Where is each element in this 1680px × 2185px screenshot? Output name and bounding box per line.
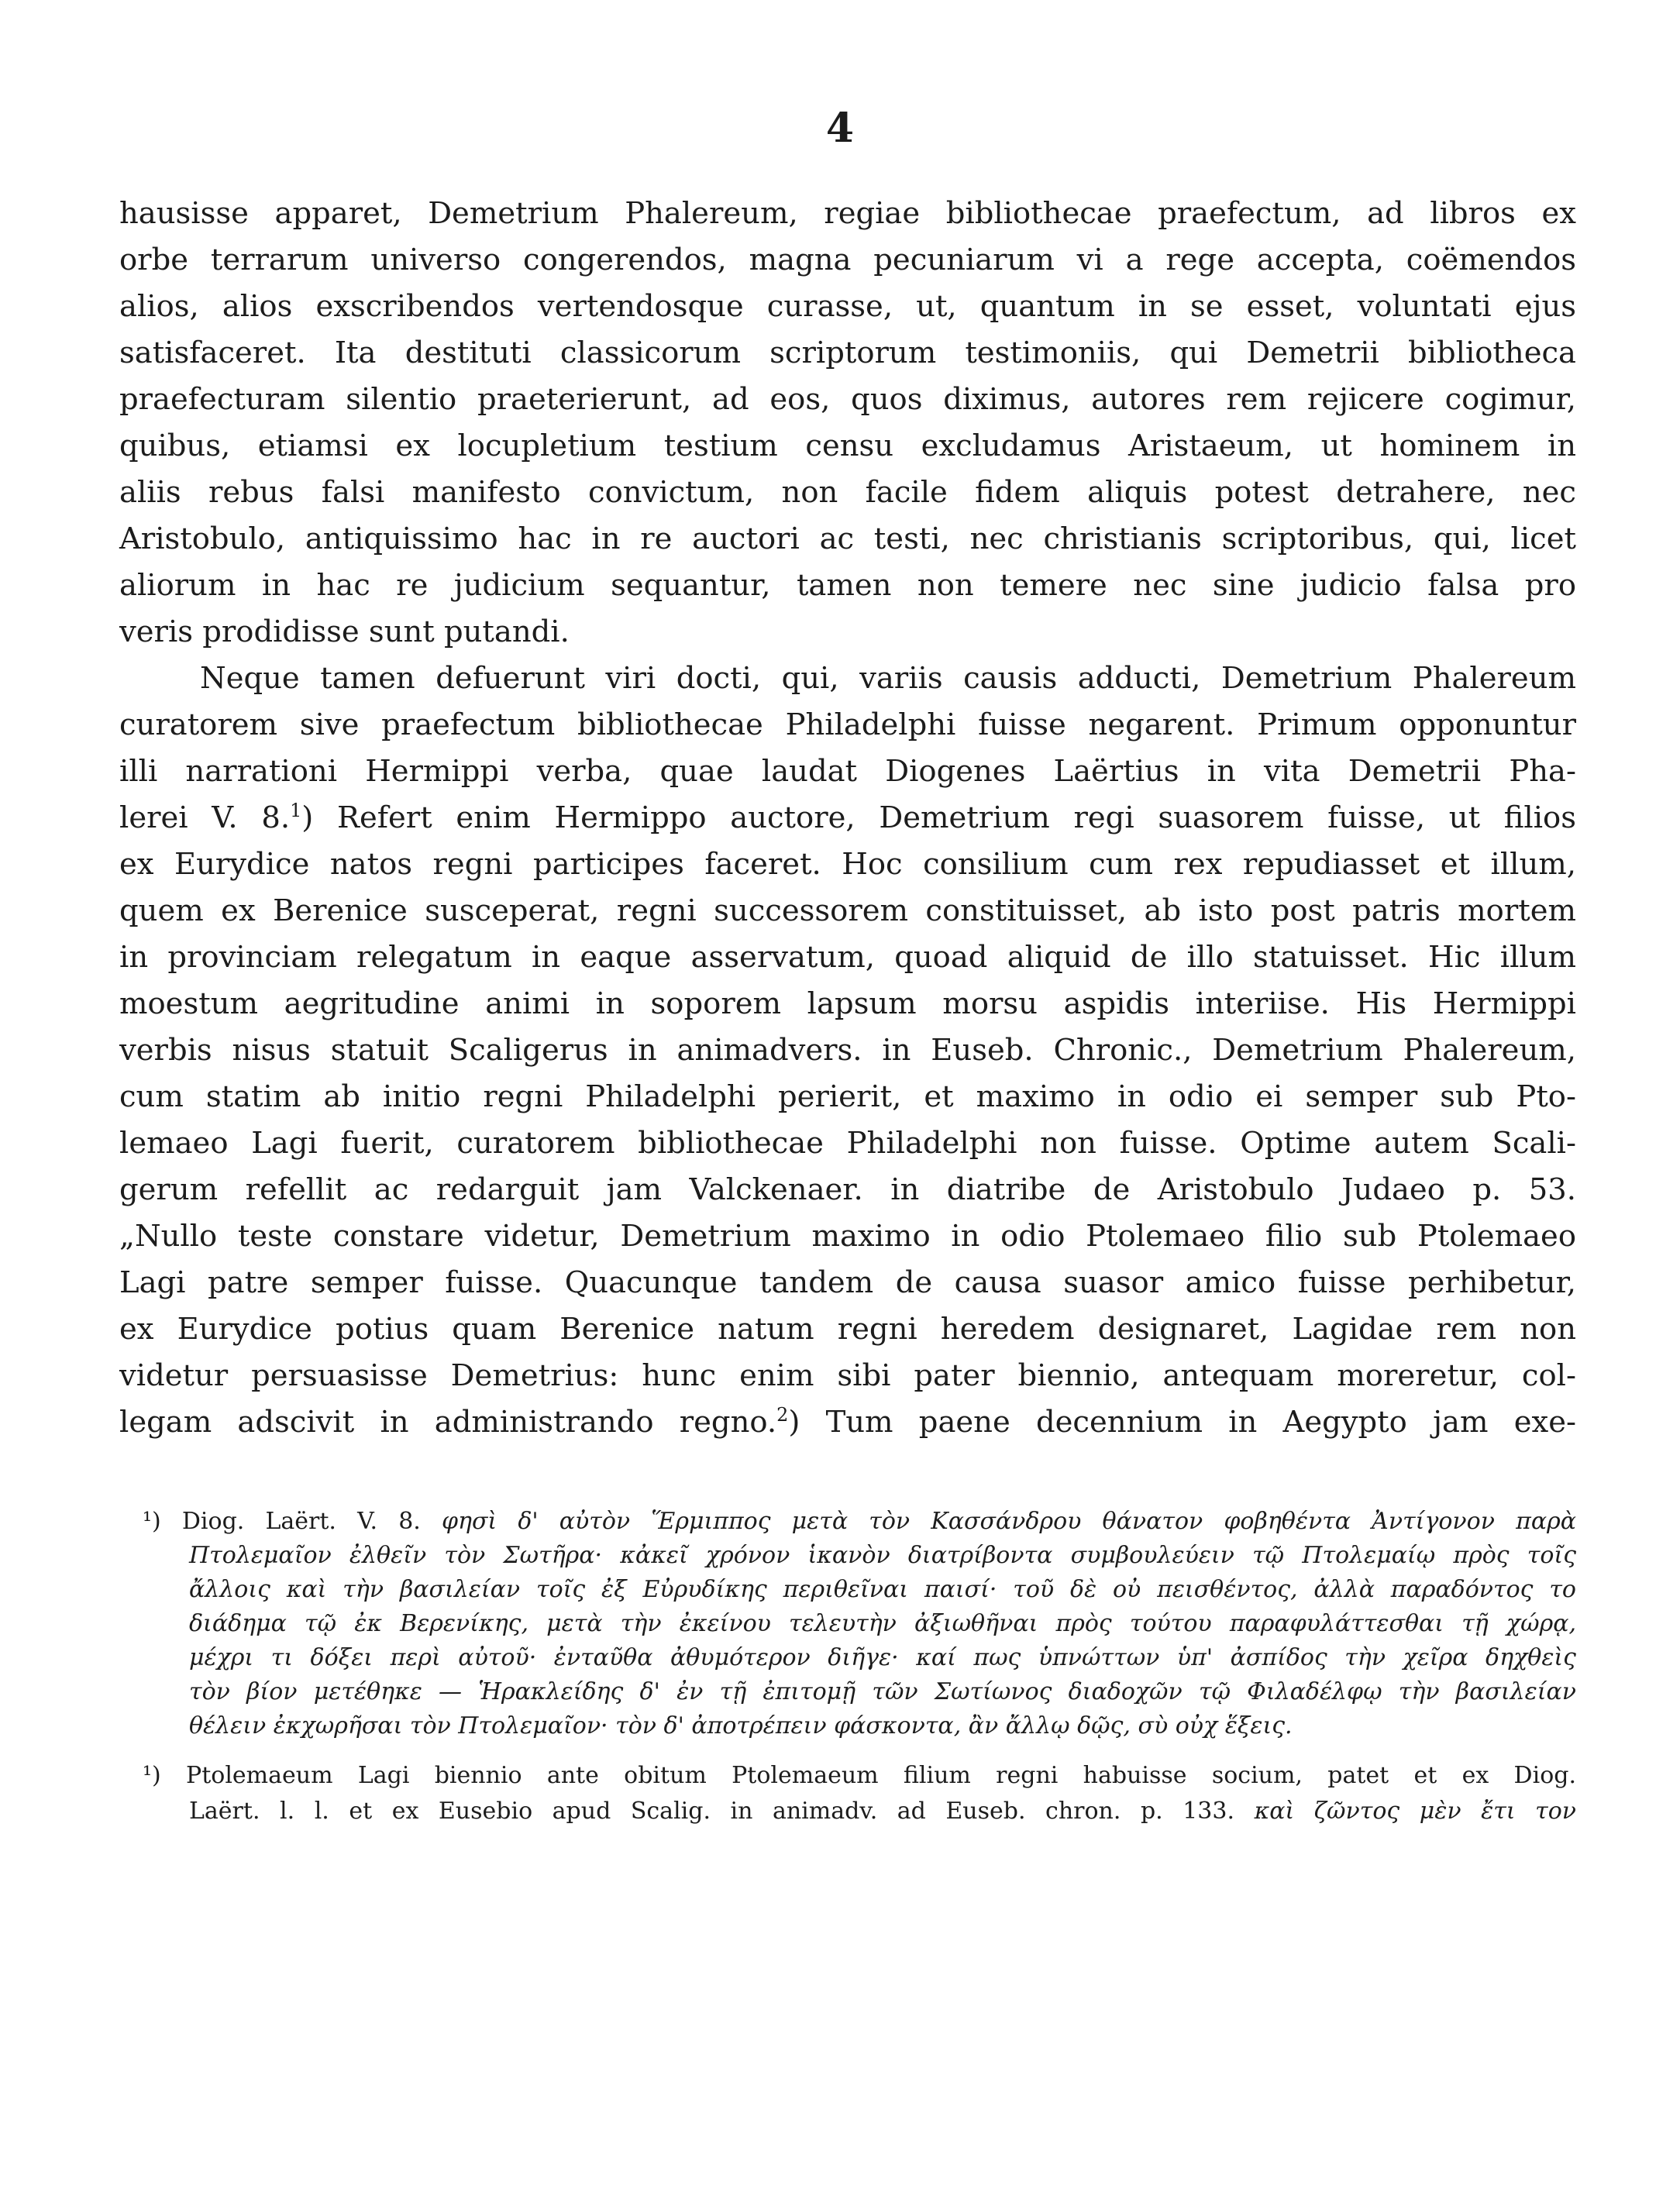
text-fragment: Tum paene decennium in Aegypto jam exe-	[825, 1405, 1576, 1440]
text-fragment: Refert enim Hermippo auctore, Demetrium regi suasorem fuisse, ut filios	[337, 800, 1576, 835]
footnote-line: τὸν βίον μετέθηκε — Ἡρακλείδης δ' ἐν τῇ ἐπιτομῇ τῶν Σωτίωνος διαδοχῶν τῷ Φιλαδέλφῳ τὴν βασιλείαν	[189, 1678, 1576, 1705]
footnote-line: μέχρι τι δόξει περὶ αὐτοῦ· ἐνταῦθα ἀθυμότερον διῆγε· καί πως ὑπνώττων ὑπ' ἀσπίδος τὴν χεῖρα δηχθεὶς	[189, 1644, 1576, 1671]
text-line: satisfaceret. Ita destituti classicorum scriptorum testimoniis, qui Demetrii bibliotheca	[119, 335, 1576, 370]
text-line: ex Eurydice natos regni participes faceret. Hoc consilium cum rex repudiasset et illum,	[119, 847, 1576, 882]
text-line	[119, 1399, 1576, 1446]
footnote-ref: 2	[776, 1404, 789, 1426]
footnote-greek: φησὶ δ' αὐτὸν Ἕρμιππος μετὰ τὸν Κασσάνδρου θάνατον φοβηθέντα Ἀντίγονον παρὰ	[441, 1508, 1576, 1535]
ref-bracket: )	[788, 1405, 800, 1440]
text-line: alios, alios exscribendos vertendosque curasse, ut, quantum in se esset, voluntati ejus	[119, 289, 1576, 324]
footnote-greek: καὶ ζῶντος μὲν ἔτι τον	[1254, 1798, 1576, 1825]
text-line: moestum aegritudine animi in soporem lapsum morsu aspidis interiise. His Hermippi	[119, 986, 1576, 1021]
text-line: illi narrationi Hermippi verba, quae laudat Diogenes Laërtius in vita Demetrii Pha-	[119, 754, 1576, 789]
footnote-line: Πτολεμαῖον ἐλθεῖν τὸν Σωτῆρα· κἀκεῖ χρόνον ἱκανὸν διατρίβοντα συμβουλεύειν τῷ Πτολεμαίῳ πρὸς τοῖς	[189, 1542, 1576, 1569]
text-fragment: lerei V. 8.	[119, 800, 291, 835]
text-line: gerum refellit ac redarguit jam Valckenaer. in diatribe de Aristobulo Judaeo p. 53.	[119, 1172, 1576, 1207]
footnote-marker: ¹)	[143, 1762, 161, 1789]
text-line: hausisse apparet, Demetrium Phalereum, regiae bibliothecae praefectum, ad libros ex	[119, 196, 1576, 231]
text-line: curatorem sive praefectum bibliothecae Philadelphi fuisse negarent. Primum opponuntur	[119, 707, 1576, 742]
text-line: quem ex Berenice susceperat, regni successorem constituisset, ab isto post patris mortem	[119, 893, 1576, 928]
text-line: aliorum in hac re judicium sequantur, tamen non temere nec sine judicio falsa pro	[119, 568, 1576, 603]
text-line: orbe terrarum universo congerendos, magna pecuniarum vi a rege accepta, coëmendos	[119, 243, 1576, 277]
text-line: aliis rebus falsi manifesto convictum, non facile fidem aliquis potest detrahere, nec	[119, 475, 1576, 510]
footnote-line	[143, 1759, 1576, 1793]
footnote-line: διάδημα τῷ ἐκ Βερενίκης, μετὰ τὴν ἐκείνου τελευτὴν ἀξιωθῆναι πρὸς τούτου παραφυλάττεσθαι τῇ χώρᾳ,	[189, 1610, 1576, 1637]
footnote-ref: 1	[290, 800, 302, 822]
text-line: Aristobulo, antiquissimo hac in re auctori ac testi, nec christianis scriptoribus, qui, licet	[119, 521, 1576, 556]
text-line: in provinciam relegatum in eaque asservatum, quoad aliquid de illo statuisset. Hic illum	[119, 940, 1576, 975]
text-line: quibus, etiamsi ex locupletium testium censu excludamus Aristaeum, ut hominem in	[119, 428, 1576, 463]
text-line: videtur persuasisse Demetrius: hunc enim sibi pater biennio, antequam moreretur, col-	[119, 1358, 1576, 1393]
text-line: ex Eurydice potius quam Berenice natum regni heredem designaret, Lagidae rem non	[119, 1312, 1576, 1347]
text-line: lemaeo Lagi fuerit, curatorem bibliothecae Philadelphi non fuisse. Optime autem Scali-	[119, 1126, 1576, 1161]
text-line: „Nullo teste constare videtur, Demetrium maximo in odio Ptolemaeo filio sub Ptolemaeo	[119, 1219, 1576, 1254]
footnote-line: θέλειν ἐκχωρῆσαι τὸν Πτολεμαῖον· τὸν δ' ἀποτρέπειν φάσκοντα, ἂν ἄλλῳ δῷς, σὺ οὐχ ἕξεις.	[189, 1712, 1293, 1739]
footnote-text: Laërt. l. l. et ex Eusebio apud Scalig. in animadv. ad Euseb. chron. p. 133.	[189, 1798, 1235, 1825]
text-line: cum statim ab initio regni Philadelphi perierit, et maximo in odio ei semper sub Pto-	[119, 1079, 1576, 1114]
page-number: 4	[825, 105, 855, 152]
text-line: Lagi patre semper fuisse. Quacunque tandem de causa suasor amico fuisse perhibetur,	[119, 1265, 1576, 1300]
footnote-line	[189, 1794, 1576, 1829]
footnote-line	[143, 1505, 1576, 1539]
text-fragment: legam adscivit in administrando regno.	[119, 1405, 777, 1440]
footnote-line: ἄλλοις καὶ τὴν βασιλείαν τοῖς ἐξ Εὐρυδίκης περιθεῖναι παισί· τοῦ δὲ οὐ πεισθέντος, ἀλλὰ παραδόντος το	[189, 1576, 1576, 1603]
footnote-source: Diog. Laërt. V. 8.	[181, 1508, 421, 1535]
footnote-text: Ptolemaeum Lagi biennio ante obitum Ptolemaeum filium regni habuisse socium, patet et ex Diog.	[186, 1762, 1576, 1789]
text-line	[119, 795, 1576, 841]
text-line: Neque tamen defuerunt viri docti, qui, variis causis adducti, Demetrium Phalereum	[200, 661, 1576, 696]
ref-bracket: )	[301, 800, 314, 835]
text-line: veris prodidisse sunt putandi.	[119, 614, 570, 649]
footnote-marker: ¹)	[143, 1508, 161, 1535]
text-line: praefecturam silentio praeterierunt, ad eos, quos diximus, autores rem rejicere cogimur,	[119, 382, 1576, 417]
text-line: verbis nisus statuit Scaligerus in animadvers. in Euseb. Chronic., Demetrium Phalereum,	[119, 1033, 1576, 1068]
